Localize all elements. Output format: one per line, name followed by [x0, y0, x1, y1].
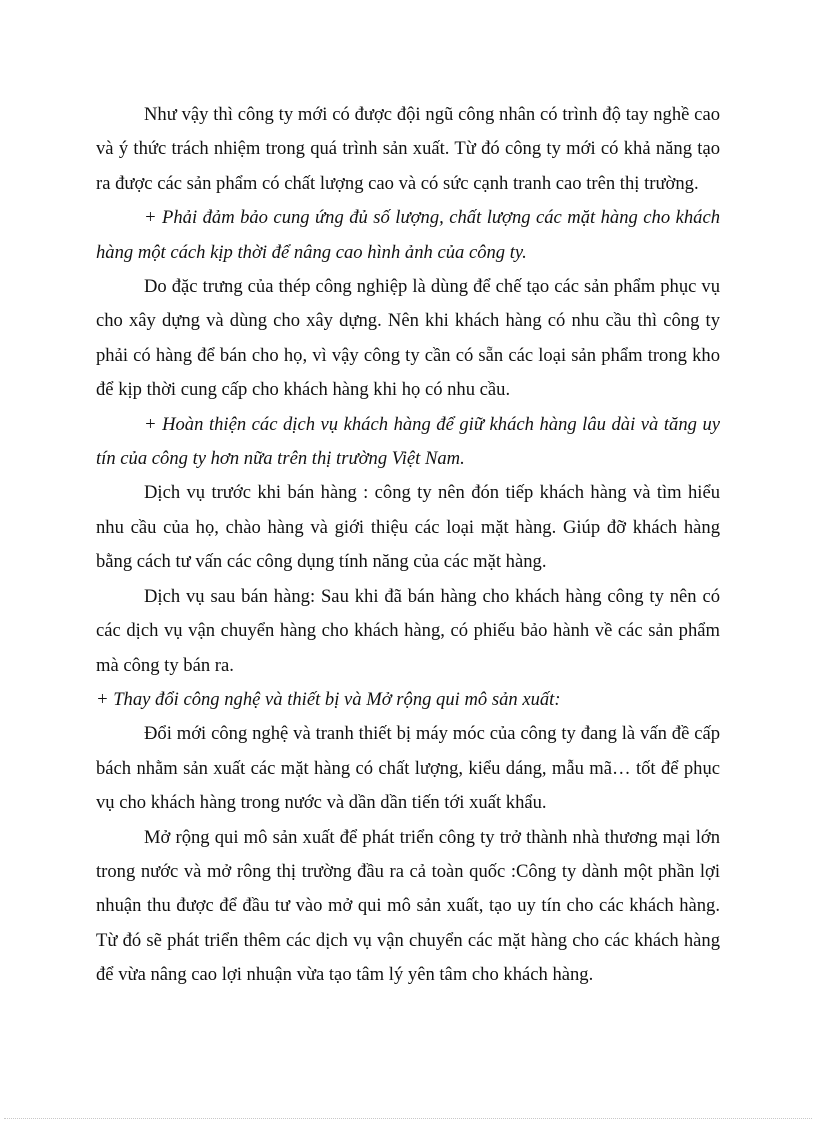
paragraph-after-sale-service: Dịch vụ sau bán hàng: Sau khi đã bán hàng cho khách hàng công ty nên có các dịch vụ vận chuyển hàng cho khách hàng, có phiếu bảo hành về các sản phẩm mà công ty bán ra. [96, 585, 720, 676]
paragraph-supply-guarantee: + Phải đảm bảo cung ứng đủ số lượng, chất lượng các mặt hàng cho khách hàng một cách kịp thời để nâng cao hình ảnh của công ty. [96, 207, 720, 263]
paragraph-technology-renewal: Đổi mới công nghệ và tranh thiết bị máy móc của công ty đang là vấn đề cấp bách nhằm sản xuất các mặt hàng có chất lượng, kiểu dáng, mẫu mã… tốt để phục vụ cho khách hàng trong nước và dần dần tiến tới xuất khẩu. [96, 723, 720, 814]
paragraph-workforce-quality: Như vậy thì công ty mới có được đội ngũ công nhân có trình độ tay nghề cao và ý thức trách nhiệm trong quá trình sản xuất. Từ đó công ty mới có khả năng tạo ra được các sản phẩm có chất lượng cao và có sức cạnh tranh cao trên thị trường. [96, 104, 720, 194]
page-bottom-divider [4, 1118, 812, 1119]
paragraph-pre-sale-service: Dịch vụ trước khi bán hàng : công ty nên đón tiếp khách hàng và tìm hiểu nhu cầu của họ, chào hàng và giới thiệu các loại mặt hàng. Giúp đỡ khách hàng bằng cách tư vấn các công dụng tính năng của các mặt hàng. [96, 482, 720, 573]
paragraph-customer-service-improvement: + Hoàn thiện các dịch vụ khách hàng để giữ khách hàng lâu dài và tăng uy tín của công ty hơn nữa trên thị trường Việt Nam. [96, 413, 720, 470]
paragraph-technology-heading: + Thay đổi công nghệ và thiết bị và Mở rộng qui mô sản xuất: [96, 688, 561, 710]
paragraph-industrial-steel: Do đặc trưng của thép công nghiệp là dùng để chế tạo các sản phẩm phục vụ cho xây dựng và dùng cho xây dựng. Nên khi khách hàng có nhu cầu thì công ty phải có hàng để bán cho họ, vì vậy công ty cần có sẵn các loại sản phẩm trong kho để kịp thời cung cấp cho khách hàng khi họ có nhu cầu. [96, 276, 720, 401]
document-body [96, 98, 720, 993]
paragraph-production-expansion: Mở rộng qui mô sản xuất để phát triển công ty trở thành nhà thương mại lớn trong nước và mở rông thị trường đầu ra cả toàn quốc :Công ty dành một phần lợi nhuận thu được để đầu tư vào mở qui mô sản xuất, tạo uy tín cho các khách hàng. Từ đó sẽ phát triển thêm các dịch vụ vận chuyển các mặt hàng cho các khách hàng để vừa nâng cao lợi nhuận vừa tạo tâm lý yên tâm cho khách hàng. [96, 826, 720, 986]
